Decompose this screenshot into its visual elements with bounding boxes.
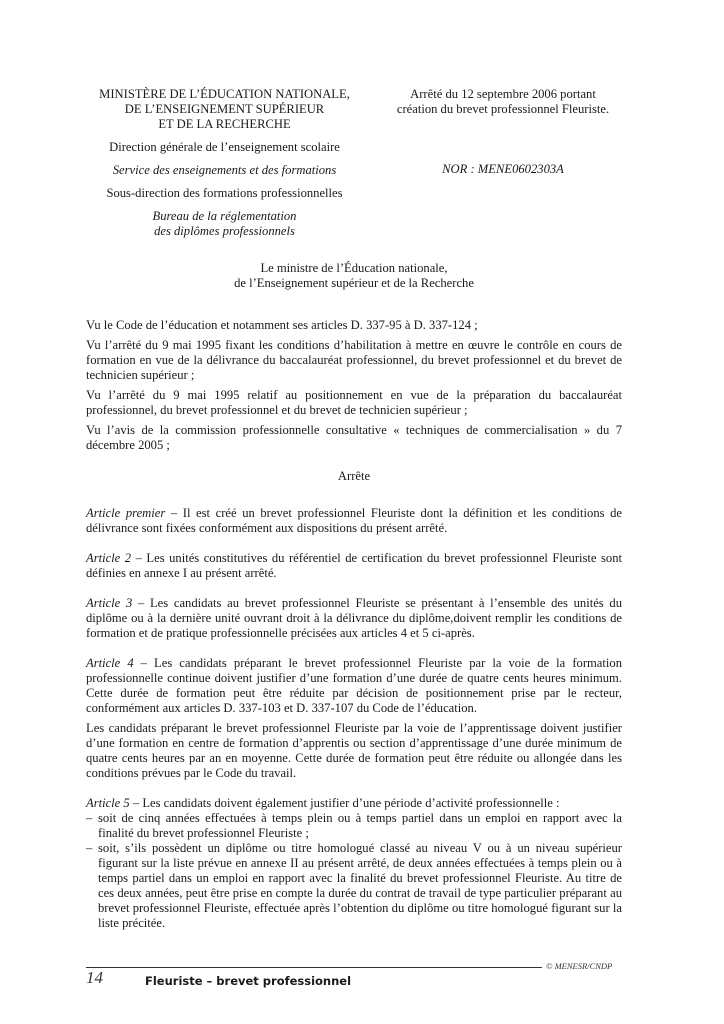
article-text: – Il est créé un brevet professionnel Fleuriste dont la définition et les conditions de délivrance sont fixées conformément aux dispositions du présent arrêté. bbox=[86, 506, 622, 535]
list-item bbox=[86, 811, 622, 841]
article-label: Article 4 bbox=[86, 656, 134, 670]
article-text: – Les candidats doivent également justifier d’une période d’activité professionnelle : bbox=[129, 796, 560, 810]
footer-title: Fleuriste – brevet professionnel bbox=[145, 974, 352, 988]
list-item-text: soit, s’ils possèdent un diplôme ou titre homologué classé au niveau V ou à un niveau supérieur figurant sur la liste prévue en annexe II au présent arrêté, de deux années effectuées à temps plein ou à temps partiel dans un emploi en rapport avec la finalité du brevet professionnel Fleuriste. Au titre de ces deux années, peut être prise en compte la durée du contrat de travail de type particulier préparant au brevet professionnel Fleuriste, effectuée après l’obtention du diplôme ou titre homologué figurant sur la liste précitée. bbox=[98, 841, 622, 930]
article-label: Article 3 bbox=[86, 596, 133, 610]
article-paragraph bbox=[86, 551, 622, 581]
article-label: Article premier bbox=[86, 506, 166, 520]
dash-bullet: – bbox=[86, 811, 93, 825]
article-text: – Les candidats au brevet professionnel Fleuriste se présentant à l’ensemble des unités du diplôme ou à la dernière unité ouvrant droit à la délivrance du diplôme,doivent remplir les conditions de formation et de pratique professionnelle précisées aux articles 4 et 5 ci-après. bbox=[86, 596, 622, 640]
visa-paragraph: Vu l’arrêté du 9 mai 1995 fixant les conditions d’habilitation à mettre en œuvre le contrôle en cours de formation en vue de la délivrance du baccalauréat professionnel, du brevet professionnel et du brevet de technicien supérieur ; bbox=[86, 338, 622, 382]
condition-list bbox=[86, 811, 622, 931]
dash-bullet: – bbox=[86, 841, 93, 855]
minister-line: de l’Enseignement supérieur et de la Recherche bbox=[234, 276, 474, 290]
ministry-line: DE L’ENSEIGNEMENT SUPÉRIEUR bbox=[124, 102, 325, 116]
list-item bbox=[86, 841, 622, 931]
service-line: Service des enseignements et des formations bbox=[112, 163, 337, 177]
article-label: Article 2 bbox=[86, 551, 132, 565]
ministry-header bbox=[92, 87, 357, 239]
visa-paragraph: Vu le Code de l’éducation et notamment ses articles D. 337-95 à D. 337-124 ; bbox=[86, 318, 478, 332]
ministry-line: MINISTÈRE DE L’ÉDUCATION NATIONALE, bbox=[99, 87, 350, 101]
page-number: 14 bbox=[86, 968, 103, 987]
article-paragraph bbox=[86, 796, 622, 811]
bureau-line: Bureau de la réglementation bbox=[152, 209, 297, 223]
footer-divider bbox=[86, 967, 542, 968]
article-paragraph bbox=[86, 506, 622, 536]
arrete-title-line: création du brevet professionnel Fleuriste. bbox=[396, 102, 610, 116]
copyright-notice: © MENESR/CNDP bbox=[546, 961, 613, 971]
article-paragraph bbox=[86, 596, 622, 641]
minister-heading bbox=[86, 261, 622, 291]
arrete-title-line: Arrêté du 12 septembre 2006 portant bbox=[410, 87, 596, 101]
ministry-line: ET DE LA RECHERCHE bbox=[158, 117, 291, 131]
document-body bbox=[86, 318, 622, 931]
sous-direction-line: Sous-direction des formations professionnelles bbox=[106, 186, 343, 200]
article-text: – Les unités constitutives du référentiel de certification du brevet professionnel Fleuriste sont définies en annexe I au présent arrêté. bbox=[86, 551, 623, 580]
article-text: – Les candidats préparant le brevet professionnel Fleuriste par la voie de la formation professionnelle continue doivent justifier d’une formation d’une durée de quatre cents heures minimum. Cette durée de formation peut être réduite par décision de positionnement prise par le recteur, conformément aux articles D. 337-103 et D. 337-107 du Code de l’éducation. bbox=[86, 656, 622, 715]
article-paragraph: Les candidats préparant le brevet professionnel Fleuriste par la voie de l’apprentissage doivent justifier d’une formation en centre de formation d’apprentis ou section d’apprentissage d’une durée minimum de quatre cents heures par an en moyenne. Cette durée de formation peut être réduite ou allongée dans les conditions prévues par le Code du travail. bbox=[86, 721, 622, 780]
direction-line: Direction générale de l’enseignement scolaire bbox=[109, 140, 340, 154]
bureau-line: des diplômes professionnels bbox=[154, 224, 295, 238]
visa-paragraph: Vu l’arrêté du 9 mai 1995 relatif au positionnement en vue de la préparation du baccalauréat professionnel, du brevet professionnel et du brevet de technicien supérieur ; bbox=[86, 388, 622, 417]
nor-reference: NOR : MENE0602303A bbox=[442, 162, 564, 176]
arrete-word: Arrête bbox=[337, 469, 371, 483]
article-label: Article 5 bbox=[86, 796, 130, 810]
visa-paragraph: Vu l’avis de la commission professionnelle consultative « techniques de commercialisation » du 7 décembre 2005 ; bbox=[86, 423, 622, 452]
list-item-text: soit de cinq années effectuées à temps plein ou à temps partiel dans un emploi en rapport avec la finalité du brevet professionnel Fleuriste ; bbox=[98, 811, 622, 840]
article-paragraph bbox=[86, 656, 622, 716]
minister-line: Le ministre de l’Éducation nationale, bbox=[260, 261, 448, 275]
arrete-header bbox=[372, 87, 634, 177]
